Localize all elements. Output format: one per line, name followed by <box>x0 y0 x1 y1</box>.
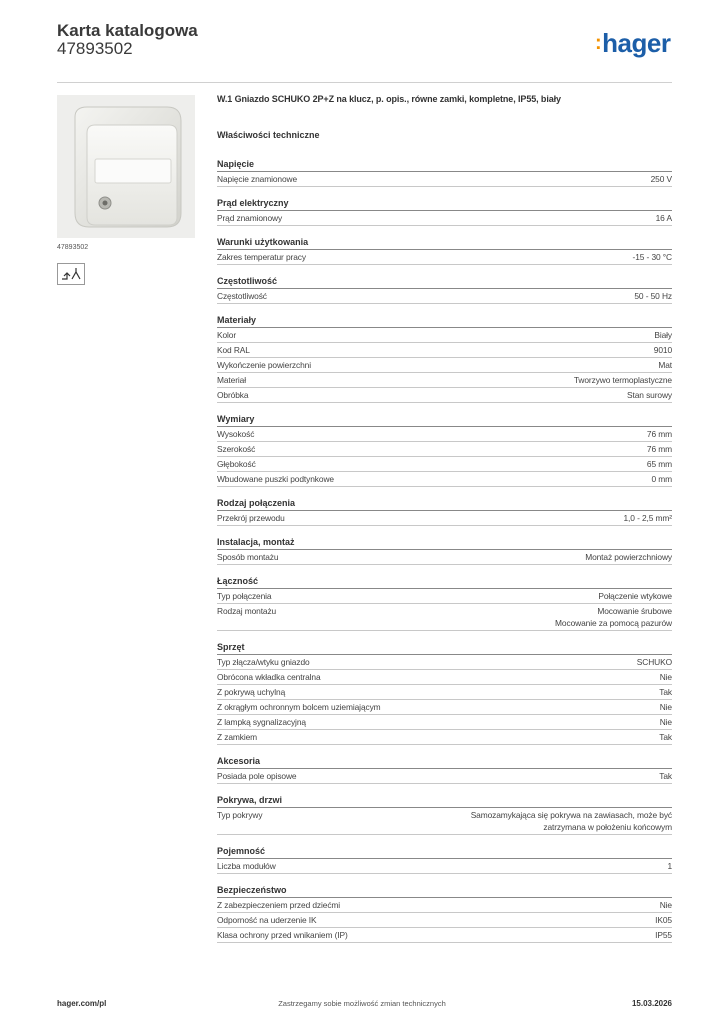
spec-value: IP55 <box>655 930 672 940</box>
spec-value: 76 mm <box>646 429 672 439</box>
spec-row <box>217 388 672 403</box>
spec-label: Głębokość <box>217 459 256 469</box>
spec-row <box>217 700 672 715</box>
image-product-code: 47893502 <box>57 244 89 251</box>
spec-value: 65 mm <box>646 459 672 469</box>
spec-row <box>217 913 672 928</box>
spec-group-title: Rodzaj połączenia <box>217 496 672 511</box>
spec-row <box>217 442 672 457</box>
header-title: Karta katalogowa <box>57 21 198 40</box>
spec-group <box>217 412 672 487</box>
spec-label: Posiada pole opisowe <box>217 771 297 781</box>
spec-group-title: Bezpieczeństwo <box>217 883 672 898</box>
spec-value: 0 mm <box>651 474 672 484</box>
spec-value: Połączenie wtykowe <box>598 591 672 601</box>
spec-row <box>217 589 672 604</box>
spec-value: Mocowanie śrubowe Mocowanie za pomocą pazurów <box>555 606 672 628</box>
technical-specs <box>217 94 672 952</box>
spec-group-title: Materiały <box>217 313 672 328</box>
spec-group <box>217 496 672 526</box>
spec-group-title: Prąd elektryczny <box>217 196 672 211</box>
spec-label: Kolor <box>217 330 237 340</box>
spec-group <box>217 883 672 943</box>
spec-group <box>217 313 672 403</box>
spec-group <box>217 640 672 745</box>
spec-row <box>217 859 672 874</box>
spec-row <box>217 328 672 343</box>
spec-group <box>217 157 672 187</box>
spec-value: -15 - 30 °C <box>632 252 672 262</box>
spec-row <box>217 511 672 526</box>
header-divider <box>57 82 672 83</box>
spec-value: 76 mm <box>646 444 672 454</box>
socket-illustration <box>57 95 195 238</box>
spec-value: Tworzywo termoplastyczne <box>573 375 672 385</box>
footer-website[interactable]: hager.com/pl <box>57 999 107 1008</box>
spec-row <box>217 655 672 670</box>
spec-row <box>217 472 672 487</box>
spec-label: Wysokość <box>217 429 255 439</box>
spec-group-title: Akcesoria <box>217 754 672 769</box>
spec-label: Wykończenie powierzchni <box>217 360 311 370</box>
spec-group <box>217 754 672 784</box>
spec-row <box>217 427 672 442</box>
spec-label: Prąd znamionowy <box>217 213 283 223</box>
spec-label: Częstotliwość <box>217 291 267 301</box>
spec-row <box>217 373 672 388</box>
spec-value: Biały <box>654 330 672 340</box>
spec-label: Z lampką sygnalizacyjną <box>217 717 306 727</box>
spec-label: Typ pokrywy <box>217 810 263 820</box>
spec-label: Liczba modułów <box>217 861 276 871</box>
spec-value: Stan surowy <box>627 390 672 400</box>
spec-label: Obróbka <box>217 390 249 400</box>
spec-label: Wbudowane puszki podtynkowe <box>217 474 334 484</box>
spec-row <box>217 457 672 472</box>
logo-text: hager <box>602 28 671 58</box>
spec-group-title: Instalacja, montaż <box>217 535 672 550</box>
spec-row <box>217 898 672 913</box>
spec-group-title: Wymiary <box>217 412 672 427</box>
spec-group <box>217 235 672 265</box>
spec-value: Samozamykająca się pokrywa na zawiasach, może być zatrzymana w położeniu końcowym <box>470 810 672 832</box>
spec-row <box>217 730 672 745</box>
product-image <box>57 95 195 238</box>
spec-group-title: Napięcie <box>217 157 672 172</box>
spec-label: Odporność na uderzenie IK <box>217 915 317 925</box>
product-name: W.1 Gniazdo SCHUKO 2P+Z na klucz, p. opis., równe zamki, kompletne, IP55, biały <box>217 94 561 104</box>
spec-label: Obrócona wkładka centralna <box>217 672 321 682</box>
spec-row <box>217 172 672 187</box>
header-product-code: 47893502 <box>57 39 133 58</box>
spec-row <box>217 250 672 265</box>
spec-group-title: Pokrywa, drzwi <box>217 793 672 808</box>
spec-row <box>217 343 672 358</box>
spec-label: Z pokrywą uchylną <box>217 687 286 697</box>
spec-group <box>217 196 672 226</box>
spec-row <box>217 211 672 226</box>
spec-label: Klasa ochrony przed wnikaniem (IP) <box>217 930 348 940</box>
spec-value: Montaż powierzchniowy <box>585 552 672 562</box>
footer-disclaimer: Zastrzegamy sobie możliwość zmian technicznych <box>278 999 446 1008</box>
spec-row <box>217 685 672 700</box>
spec-group <box>217 844 672 874</box>
spec-label: Kod RAL <box>217 345 250 355</box>
spec-group <box>217 793 672 835</box>
spec-value: 1,0 - 2,5 mm² <box>623 513 672 523</box>
footer-date: 15.03.2026 <box>631 999 672 1008</box>
spec-group-title: Częstotliwość <box>217 274 672 289</box>
spec-label: Przekrój przewodu <box>217 513 285 523</box>
spec-value: Nie <box>659 672 672 682</box>
spec-row <box>217 715 672 730</box>
spec-value: Nie <box>659 702 672 712</box>
spec-row <box>217 550 672 565</box>
spec-value: SCHUKO <box>636 657 672 667</box>
spec-label: Sposób montażu <box>217 552 279 562</box>
spec-value: Tak <box>659 732 672 742</box>
spec-label: Z zamkiem <box>217 732 258 742</box>
logo-dots: : <box>595 32 602 54</box>
spec-label: Napięcie znamionowe <box>217 174 298 184</box>
spec-value: Tak <box>659 687 672 697</box>
spec-value: Tak <box>659 771 672 781</box>
spec-group-title: Warunki użytkowania <box>217 235 672 250</box>
spec-row <box>217 928 672 943</box>
spec-value: Nie <box>659 900 672 910</box>
spec-value: 16 A <box>655 213 672 223</box>
spec-label: Typ złącza/wtyku gniazdo <box>217 657 310 667</box>
hager-logo <box>595 28 670 59</box>
spec-row <box>217 358 672 373</box>
spec-label: Z zabezpieczeniem przed dziećmi <box>217 900 341 910</box>
spec-value: IK05 <box>655 915 672 925</box>
spec-label: Szerokość <box>217 444 256 454</box>
spec-label: Zakres temperatur pracy <box>217 252 306 262</box>
spec-value: 9010 <box>653 345 672 355</box>
spec-groups <box>217 157 672 943</box>
spec-label: Typ połączenia <box>217 591 272 601</box>
spec-group-title: Łączność <box>217 574 672 589</box>
spec-group-title: Pojemność <box>217 844 672 859</box>
spec-value: Nie <box>659 717 672 727</box>
spec-value: 250 V <box>650 174 672 184</box>
spec-group-title: Sprzęt <box>217 640 672 655</box>
spec-label: Materiał <box>217 375 246 385</box>
spec-value: Mat <box>658 360 672 370</box>
spec-value: 1 <box>667 861 672 871</box>
spec-label: Z okrągłym ochronnym bolcem uziemiającym <box>217 702 381 712</box>
spec-row <box>217 769 672 784</box>
spec-label: Rodzaj montażu <box>217 606 277 616</box>
surface-mount-icon <box>57 263 85 285</box>
spec-group <box>217 535 672 565</box>
spec-row <box>217 289 672 304</box>
spec-group <box>217 274 672 304</box>
spec-group <box>217 574 672 631</box>
spec-value: 50 - 50 Hz <box>634 291 672 301</box>
spec-row <box>217 604 672 631</box>
spec-row <box>217 670 672 685</box>
section-heading: Właściwości techniczne <box>217 130 320 140</box>
spec-row <box>217 808 672 835</box>
